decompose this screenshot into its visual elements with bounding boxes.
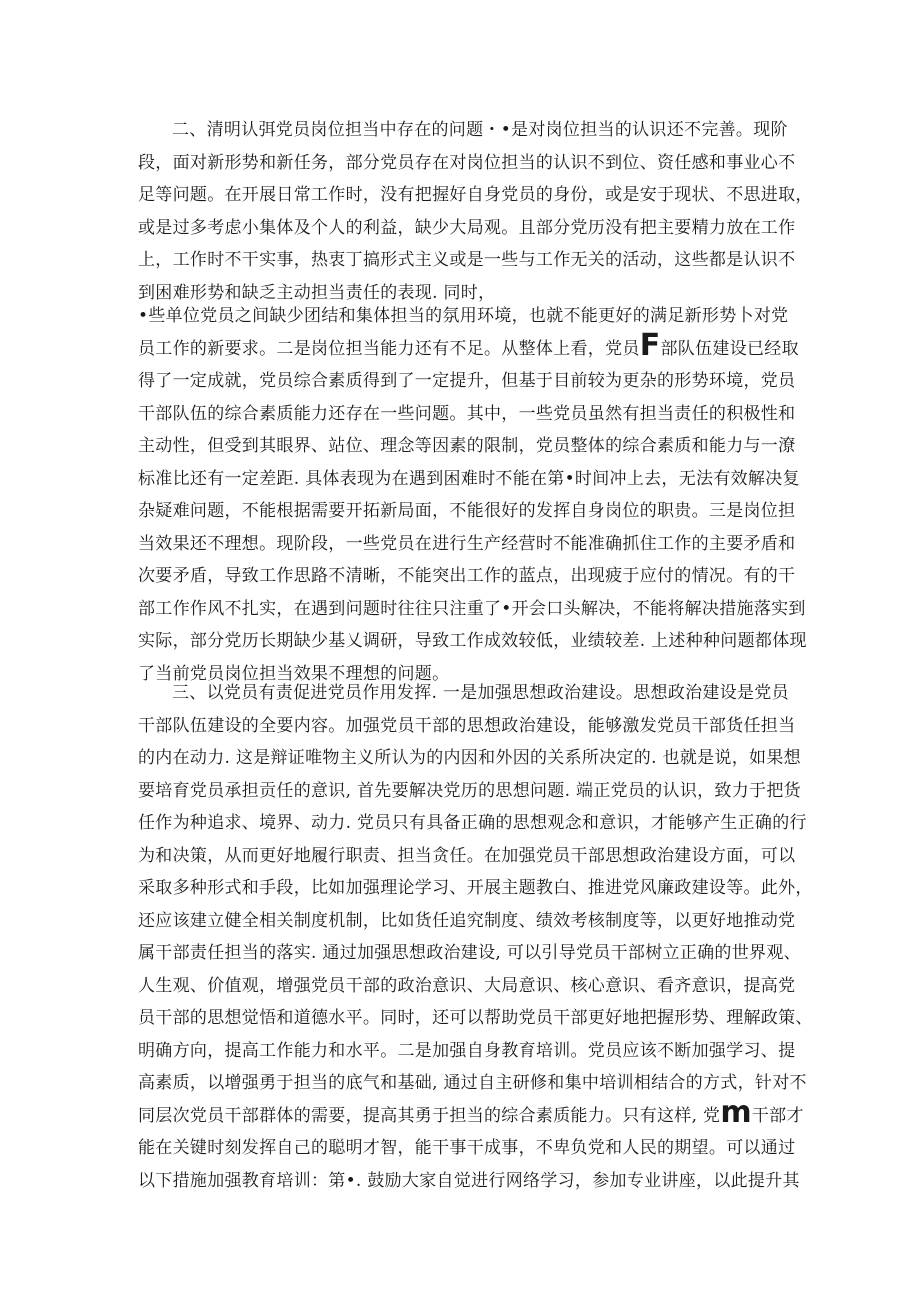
- text-line: 能在关键时刻发挥自己的聪明才智，能干事干成事，不卑负党和人民的期望。可以通过: [138, 1138, 796, 1158]
- paragraph-continuation: [138, 300, 807, 690]
- text-line: 或是过多考虑小集体及个人的利益，缺少大局观。且部分党历没有把主要精力放在工作: [138, 217, 796, 238]
- text-line: 还应该建立健全相关制度机制，比如货任追究制度、绩效考核制度等，以更好地推动党: [138, 910, 796, 931]
- text-line: 采取多种形式和手段，比如加强理论学习、开展主题教白、推进党风廉政建设等。此外，: [138, 878, 813, 898]
- text-segment: 干部才: [751, 1105, 804, 1126]
- text-line: [138, 1094, 804, 1133]
- text-line: 的内在动力. 这是辩证唯物主义所认为的内因和外因的关系所决定的. 也就是说，如果想: [138, 748, 801, 768]
- text-line: 当效果还不理想。现阶段，一些党员在进行生产经营时不能准确抓住工作的主要矛盾和: [138, 533, 796, 554]
- text-line: 员干部的思想觉悟和道德水平。同时，还可以帮助党员干部更好地把握形势、理解政策、: [138, 1008, 813, 1028]
- text-line: 上，工作时不干实事，热衷丁搞形式主义或是一些与工作无关的活动，这些都是认识不: [138, 250, 796, 270]
- text-line: 为和决策，从而更好地履行职责、担当贪任。在加强党员干部思想政治建设方面，可以: [138, 845, 796, 866]
- paragraph-section-three: [138, 677, 813, 1197]
- text-line: 干部队伍建设的全要内容。加强党员干部的思想政治建设，能够激发党员干部货任担当: [138, 715, 796, 736]
- text-line: 二、清明认弭党员岗位担当中存在的问题・•是对岗位担当的认识还不完善。现阶: [172, 120, 788, 140]
- text-line: 足等问题。在开展日常工作时，没有把握好自身党员的身份，或是安于现状、不思进取，: [138, 185, 813, 205]
- text-line: 实际，部分党历长期缺少基乂调研，导致工作成效较低，业绩较差. 上述种种问题都体现: [138, 631, 807, 651]
- text-line: 杂疑难问题，不能根据需要开拓新局面，不能很好的发挥自身岗位的职贵。三是岗位担: [138, 501, 796, 521]
- text-line: •些单位党员之间缺少团结和集体担当的氛用环境，也就不能更好的满足新形势卜对党: [138, 306, 789, 326]
- text-line: 要培育党员承担贡任的意识, 首先要解决党历的思想问题. 端正党员的认识，致力于把货: [138, 780, 801, 801]
- text-line: 主动性，但受到其眼界、站位、理念等因素的限制，党员整体的综合素质和能力与一潦: [138, 436, 796, 456]
- text-line: 到困难形势和缺乏主动担当责任的表现. 同时，: [138, 282, 496, 303]
- text-line: 了当前党员岗位担当效果不理想的问题。: [138, 663, 450, 684]
- text-line: 任作为种追求、境界、动力. 党员只有具备正确的思想观念和意识，才能够产生正确的行: [138, 813, 807, 833]
- text-line: 次要矛盾，导致工作思路不清晰，不能突出工作的蓝点，出现疲于应付的情况。有的干: [138, 566, 796, 586]
- text-line: 人生观、价值观，增强党员干部的政治意识、大局意识、核心意识、看齐意识，提高党: [138, 975, 796, 996]
- text-segment: 同层次党员干部群体的需要，提高其勇于担当的综合素质能力。只有这样, 党: [138, 1105, 721, 1126]
- text-line: 干部队伍的综合素质能力还存在一些问题。其中，一些党员虽然有担当责任的积极性和: [138, 403, 796, 424]
- text-line: 高素质，以增强勇于担当的底气和基础, 通过自主研修和集中培训相结合的方式，针对不: [138, 1073, 807, 1093]
- text-line: 得了一定成就，党员综合素质得到了一定提升，但基于目前较为更杂的形势环境，党员: [138, 371, 796, 391]
- text-line: 段，面对新形势和新任务，部分党员存在对岗位担当的认识不到位、资任感和事业心不: [138, 152, 796, 173]
- text-line: 三、以党员有责促进党员作用发挥. 一是加强思想政治建设。思想政治建设是党员: [172, 683, 789, 703]
- paragraph-section-two: [138, 114, 813, 309]
- ocr-artifact-glyph: m: [720, 1094, 752, 1130]
- text-line: 属干部责任担当的落实. 通过加强思想政治建设, 可以引导党员干部树立正确的世界观、: [138, 943, 801, 963]
- text-line: 明确方向，提高工作能力和水平。二是加强自身教育培训。党员应该不断加强学习、提: [138, 1040, 796, 1061]
- text-segment: 部队伍建设已经取: [660, 338, 799, 359]
- ocr-artifact-glyph: F: [639, 327, 661, 363]
- text-line: 部工作作风不扎实，在遇到问题时往往只注重了•开会口头解决，不能将解决措施落实到: [138, 598, 806, 619]
- text-segment: 员工作的新要求。二是岗位担当能力还有不足。从整体上看，党员: [138, 338, 640, 359]
- text-line: 以下措施加强教育培训：第•. 鼓励大家自觉进行网络学习，参加专业讲座，以此提升其: [138, 1170, 800, 1191]
- text-line: 标准比还有一定差距. 具体表现为在遇到困难时不能在第•时间冲上去，无法有效解决复: [138, 468, 800, 489]
- text-line: [138, 327, 799, 366]
